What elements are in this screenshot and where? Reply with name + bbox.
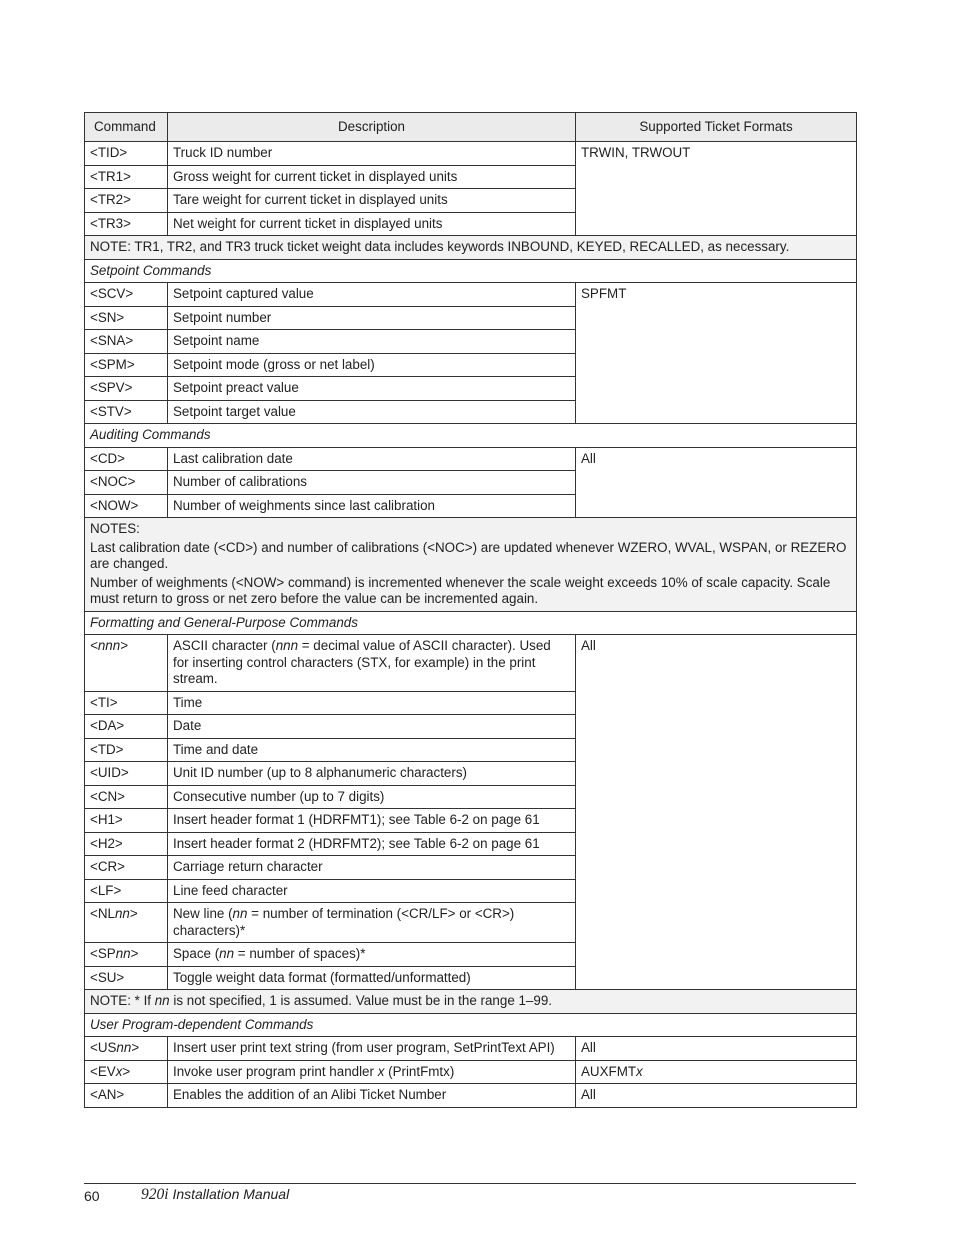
cell-command: <TD> xyxy=(85,738,168,762)
cell-command: <TR1> xyxy=(85,165,168,189)
cell-description: Unit ID number (up to 8 alphanumeric characters) xyxy=(168,762,576,786)
table-row xyxy=(85,1060,857,1084)
cell-formats: All xyxy=(576,1084,857,1108)
header-command: Command xyxy=(85,113,168,142)
cell-description: ASCII character (nnn = decimal value of ASCII character). Used for inserting control characters (STX, for example) in the print stream. xyxy=(168,635,576,692)
cell-command: <CN> xyxy=(85,785,168,809)
note-row xyxy=(85,236,857,260)
note-row xyxy=(85,518,857,612)
cell-command: <TR2> xyxy=(85,189,168,213)
cell-description: Setpoint target value xyxy=(168,400,576,424)
cell-description: Time xyxy=(168,691,576,715)
table-row xyxy=(85,142,857,166)
table-row xyxy=(85,1084,857,1108)
cell-description: Setpoint number xyxy=(168,306,576,330)
auditing-notes xyxy=(85,518,857,612)
manual-title xyxy=(141,1186,289,1204)
cell-description: Insert header format 1 (HDRFMT1); see Table 6-2 on page 61 xyxy=(168,809,576,833)
cell-command: <TI> xyxy=(85,691,168,715)
note-row xyxy=(85,990,857,1014)
cell-command: <EVx> xyxy=(85,1060,168,1084)
cell-description: Gross weight for current ticket in displayed units xyxy=(168,165,576,189)
page-number: 60 xyxy=(84,1188,100,1204)
cell-command: <CR> xyxy=(85,856,168,880)
section-row xyxy=(85,1013,857,1037)
section-row xyxy=(85,259,857,283)
section-title-formatting: Formatting and General-Purpose Commands xyxy=(85,611,857,635)
cell-description: Consecutive number (up to 7 digits) xyxy=(168,785,576,809)
cell-description: Enables the addition of an Alibi Ticket Number xyxy=(168,1084,576,1108)
section-title-auditing: Auditing Commands xyxy=(85,424,857,448)
cell-formats: TRWIN, TRWOUT xyxy=(576,142,857,236)
cell-description: Setpoint name xyxy=(168,330,576,354)
cell-command: <H1> xyxy=(85,809,168,833)
cell-command: <nnn> xyxy=(85,635,168,692)
table-row xyxy=(85,1037,857,1061)
formatting-note: NOTE: * If nn is not specified, 1 is assumed. Value must be in the range 1–99. xyxy=(85,990,857,1014)
cell-command: <SN> xyxy=(85,306,168,330)
table-header-row xyxy=(85,113,857,142)
cell-command: <NOW> xyxy=(85,494,168,518)
commands-table xyxy=(84,112,857,1108)
cell-command: <TID> xyxy=(85,142,168,166)
cell-description: Line feed character xyxy=(168,879,576,903)
cell-command: <SNA> xyxy=(85,330,168,354)
cell-formats: All xyxy=(576,1037,857,1061)
cell-command: <DA> xyxy=(85,715,168,739)
cell-description: Invoke user program print handler x (PrintFmtx) xyxy=(168,1060,576,1084)
section-title-user-program: User Program-dependent Commands xyxy=(85,1013,857,1037)
cell-description: Time and date xyxy=(168,738,576,762)
cell-command: <UID> xyxy=(85,762,168,786)
section-row xyxy=(85,424,857,448)
cell-description: Setpoint mode (gross or net label) xyxy=(168,353,576,377)
table-row xyxy=(85,447,857,471)
cell-description: Setpoint captured value xyxy=(168,283,576,307)
cell-description: Number of calibrations xyxy=(168,471,576,495)
cell-command: <SCV> xyxy=(85,283,168,307)
cell-command: <SPnn> xyxy=(85,943,168,967)
cell-description: Setpoint preact value xyxy=(168,377,576,401)
cell-command: <SPV> xyxy=(85,377,168,401)
notes-heading: NOTES: xyxy=(90,521,140,536)
cell-description: Insert header format 2 (HDRFMT2); see Table 6-2 on page 61 xyxy=(168,832,576,856)
cell-command: <NOC> xyxy=(85,471,168,495)
cell-command: <SU> xyxy=(85,966,168,990)
header-formats: Supported Ticket Formats xyxy=(576,113,857,142)
header-description: Description xyxy=(168,113,576,142)
cell-description: Toggle weight data format (formatted/unformatted) xyxy=(168,966,576,990)
cell-command: <NLnn> xyxy=(85,903,168,943)
cell-description: Date xyxy=(168,715,576,739)
notes-line: Last calibration date (<CD>) and number of calibrations (<NOC>) are updated whenever WZERO, WVAL, WSPAN, or REZERO are changed. xyxy=(90,539,847,571)
cell-command: <CD> xyxy=(85,447,168,471)
cell-description: Insert user print text string (from user program, SetPrintText API) xyxy=(168,1037,576,1061)
cell-formats: All xyxy=(576,635,857,990)
cell-description: Last calibration date xyxy=(168,447,576,471)
cell-command: <LF> xyxy=(85,879,168,903)
truck-note: NOTE: TR1, TR2, and TR3 truck ticket weight data includes keywords INBOUND, KEYED, RECALLED, as necessary. xyxy=(85,236,857,260)
table-row xyxy=(85,635,857,692)
section-row xyxy=(85,611,857,635)
cell-description: Number of weighments since last calibration xyxy=(168,494,576,518)
cell-description: Carriage return character xyxy=(168,856,576,880)
model-name: 920i xyxy=(141,1186,169,1203)
cell-description: New line (nn = number of termination (<CR/LF> or <CR>) characters)* xyxy=(168,903,576,943)
footer-divider xyxy=(84,1183,856,1184)
cell-formats: All xyxy=(576,447,857,518)
cell-description: Net weight for current ticket in displayed units xyxy=(168,212,576,236)
cell-command: <STV> xyxy=(85,400,168,424)
section-title-setpoint: Setpoint Commands xyxy=(85,259,857,283)
cell-formats: AUXFMTx xyxy=(576,1060,857,1084)
cell-command: <SPM> xyxy=(85,353,168,377)
cell-description: Truck ID number xyxy=(168,142,576,166)
cell-command: <TR3> xyxy=(85,212,168,236)
cell-description: Tare weight for current ticket in displayed units xyxy=(168,189,576,213)
cell-command: <H2> xyxy=(85,832,168,856)
cell-description: Space (nn = number of spaces)* xyxy=(168,943,576,967)
cell-command: <AN> xyxy=(85,1084,168,1108)
cell-command: <USnn> xyxy=(85,1037,168,1061)
table-row xyxy=(85,283,857,307)
manual-title-text: Installation Manual xyxy=(168,1186,290,1202)
cell-formats: SPFMT xyxy=(576,283,857,424)
notes-line: Number of weighments (<NOW> command) is incremented whenever the scale weight exceeds 10% of scale capacity. Scale must return to gross or net zero before the value can be incremented again. xyxy=(90,574,831,606)
